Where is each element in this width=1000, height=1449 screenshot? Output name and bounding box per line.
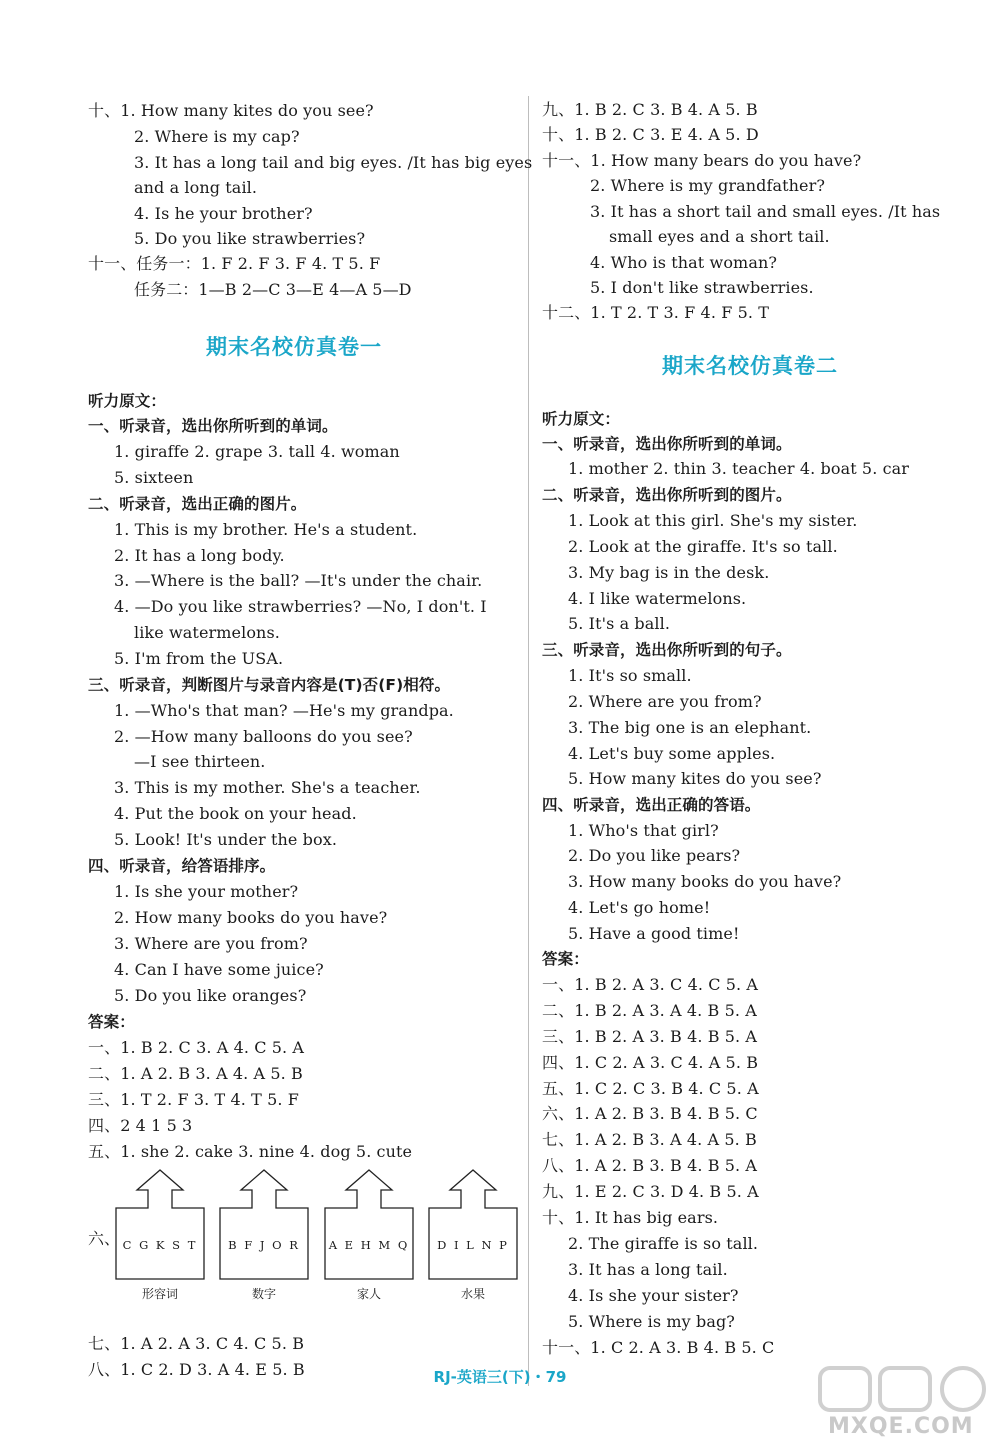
answer-line: 五、1. she 2. cake 3. nine 4. dog 5. cute — [88, 1142, 413, 1161]
text-line: and a long tail. — [134, 178, 258, 197]
text-line: 3. It has a short tail and small eyes. /It has — [590, 202, 941, 221]
question-heading: 一、听录音，选出你所听到的单词。 — [88, 417, 338, 435]
text-line: 1. Look at this girl. She's my sister. — [568, 511, 858, 530]
text-line: 4. Let's buy some apples. — [568, 744, 776, 763]
answer-line: 三、1. B 2. A 3. B 4. B 5. A — [542, 1027, 758, 1046]
text-line: 4. Let's go home! — [568, 898, 711, 917]
letter-box — [115, 1168, 205, 1304]
answer-line: 八、1. A 2. B 3. B 4. B 5. A — [542, 1156, 758, 1175]
text-line: 5. I don't like strawberries. — [590, 278, 814, 297]
text-line: 2. Look at the giraffe. It's so tall. — [568, 537, 838, 556]
answer-line: 八、1. C 2. D 3. A 4. E 5. B — [88, 1360, 305, 1379]
text-line: 5. Look! It's under the box. — [114, 830, 338, 849]
box-letters: C G K S T — [122, 1238, 198, 1252]
text-line: 3. How many books do you have? — [568, 872, 842, 891]
text-line: 5. Do you like strawberries? — [134, 229, 366, 248]
section-title: 期末名校仿真卷一 — [206, 335, 382, 359]
section-title: 期末名校仿真卷二 — [662, 354, 838, 378]
answer-heading: 答案： — [88, 1013, 135, 1031]
text-line: 1. This is my brother. He's a student. — [114, 520, 418, 539]
answer-line: 九、1. B 2. C 3. B 4. A 5. B — [542, 100, 758, 119]
box-letters: D I L N P — [437, 1238, 509, 1252]
answer-line: 十、1. It has big ears. — [542, 1208, 719, 1227]
answer-line: 四、2 4 1 5 3 — [88, 1116, 193, 1135]
watermark-logo-icon — [818, 1364, 998, 1414]
text-line: 3. —Where is the ball? —It's under the chair. — [114, 571, 483, 590]
text-line: 5. I'm from the USA. — [114, 649, 284, 668]
box-letters: A E H M Q — [328, 1238, 410, 1252]
text-line: 1. Is she your mother? — [114, 882, 299, 901]
up-arrow-box-icon — [219, 1168, 309, 1280]
text-line: 3. This is my mother. She's a teacher. — [114, 778, 421, 797]
text-line: 任务二：1—B 2—C 3—E 4—A 5—D — [134, 280, 412, 299]
text-line: 4. I like watermelons. — [568, 589, 747, 608]
answer-line: 四、1. C 2. A 3. C 4. A 5. B — [542, 1053, 759, 1072]
box-label: 家人 — [356, 1287, 381, 1301]
answer-line: 十、1. B 2. C 3. E 4. A 5. D — [542, 125, 759, 144]
text-line: 4. Who is that woman? — [590, 253, 778, 272]
answer-line: 十二、1. T 2. T 3. F 4. F 5. T — [542, 303, 770, 322]
text-line: 4. Can I have some juice? — [114, 960, 324, 979]
text-line: 3. It has a long tail and big eyes. /It has big eyes — [134, 153, 533, 172]
answer-line: 七、1. A 2. A 3. C 4. C 5. B — [88, 1334, 305, 1353]
text-line: 1. It's so small. — [568, 666, 692, 685]
answer-line: 七、1. A 2. B 3. A 4. A 5. B — [542, 1130, 757, 1149]
letter-box — [324, 1168, 414, 1304]
up-arrow-box-icon — [115, 1168, 205, 1280]
up-arrow-box-icon — [428, 1168, 518, 1280]
text-line: 十一、1. How many bears do you have? — [542, 151, 862, 170]
text-line: 1. Who's that girl? — [568, 821, 719, 840]
text-line: 5. It's a ball. — [568, 614, 671, 633]
text-line: 5. Where is my bag? — [568, 1312, 735, 1331]
column-divider — [528, 96, 529, 1386]
text-line: 4. —Do you like strawberries? —No, I don't. I — [114, 597, 487, 616]
text-line: 2. —How many balloons do you see? — [114, 727, 413, 746]
text-line: 5. Do you like oranges? — [114, 986, 307, 1005]
text-line: 1. mother 2. thin 3. teacher 4. boat 5. car — [568, 459, 910, 478]
up-arrow-box-icon — [324, 1168, 414, 1280]
text-line: 十、1. How many kites do you see? — [88, 101, 374, 120]
box-label: 水果 — [460, 1287, 485, 1301]
answer-heading: 答案： — [542, 950, 589, 968]
question-heading: 三、听录音，选出你所听到的句子。 — [542, 641, 792, 659]
answer-line: 九、1. E 2. C 3. D 4. B 5. A — [542, 1182, 759, 1201]
question-heading: 二、听录音，选出正确的图片。 — [88, 495, 307, 513]
letter-box — [428, 1168, 518, 1304]
question-heading: 四、听录音，给答语排序。 — [88, 857, 276, 875]
text-line: 4. Is he your brother? — [134, 204, 313, 223]
answer-line: 二、1. A 2. B 3. A 4. A 5. B — [88, 1064, 303, 1083]
text-line: 3. It has a long tail. — [568, 1260, 728, 1279]
letter-box — [219, 1168, 309, 1304]
page-footer: RJ-英语三(下)・79 — [433, 1368, 567, 1386]
question-heading: 二、听录音，选出你所听到的图片。 — [542, 486, 792, 504]
text-line: 1. giraffe 2. grape 3. tall 4. woman — [114, 442, 400, 461]
text-line: 2. It has a long body. — [114, 546, 285, 565]
answer-line: 一、1. B 2. A 3. C 4. C 5. A — [542, 975, 759, 994]
text-line: —I see thirteen. — [134, 752, 266, 771]
text-line: like watermelons. — [134, 623, 280, 642]
text-line: 4. Is she your sister? — [568, 1286, 739, 1305]
answer-line: 一、1. B 2. C 3. A 4. C 5. A — [88, 1038, 305, 1057]
text-line: 2. Where are you from? — [568, 692, 762, 711]
question-heading: 三、听录音，判断图片与录音内容是(T)否(F)相符。 — [88, 676, 451, 694]
text-line: 3. The big one is an elephant. — [568, 718, 812, 737]
question-heading: 一、听录音，选出你所听到的单词。 — [542, 435, 792, 453]
watermark — [818, 1364, 998, 1448]
answer-line: 六、1. A 2. B 3. B 4. B 5. C — [542, 1104, 758, 1123]
text-line: 5. How many kites do you see? — [568, 769, 822, 788]
text-line: 2. How many books do you have? — [114, 908, 388, 927]
text-line: 4. Put the book on your head. — [114, 804, 357, 823]
text-line: 十一、任务一：1. F 2. F 3. F 4. T 5. F — [88, 254, 381, 273]
text-line: 3. My bag is in the desk. — [568, 563, 770, 582]
answer-line: 二、1. B 2. A 3. A 4. B 5. A — [542, 1001, 757, 1020]
listening-heading: 听力原文： — [88, 392, 167, 410]
text-line: small eyes and a short tail. — [609, 227, 830, 246]
text-line: 2. Where is my grandfather? — [590, 176, 826, 195]
question-six-label: 六、 — [88, 1229, 121, 1248]
text-line: 2. Do you like pears? — [568, 846, 741, 865]
text-line: 2. The giraffe is so tall. — [568, 1234, 759, 1253]
watermark-text: MXQE.COM — [828, 1414, 974, 1439]
box-letters: B F J O R — [228, 1238, 300, 1252]
listening-heading: 听力原文： — [542, 410, 621, 428]
box-label: 形容词 — [141, 1287, 178, 1301]
question-heading: 四、听录音，选出正确的答语。 — [542, 796, 761, 814]
text-line: 1. —Who's that man? —He's my grandpa. — [114, 701, 454, 720]
text-line: 5. Have a good time! — [568, 924, 740, 943]
text-line: 3. Where are you from? — [114, 934, 308, 953]
text-line: 2. Where is my cap? — [134, 127, 300, 146]
box-label: 数字 — [251, 1287, 276, 1301]
answer-line: 十一、1. C 2. A 3. B 4. B 5. C — [542, 1338, 775, 1357]
answer-line: 五、1. C 2. C 3. B 4. C 5. A — [542, 1079, 759, 1098]
answer-line: 三、1. T 2. F 3. T 4. T 5. F — [88, 1090, 299, 1109]
letter-boxes — [88, 1168, 528, 1304]
text-line: 5. sixteen — [114, 468, 194, 487]
